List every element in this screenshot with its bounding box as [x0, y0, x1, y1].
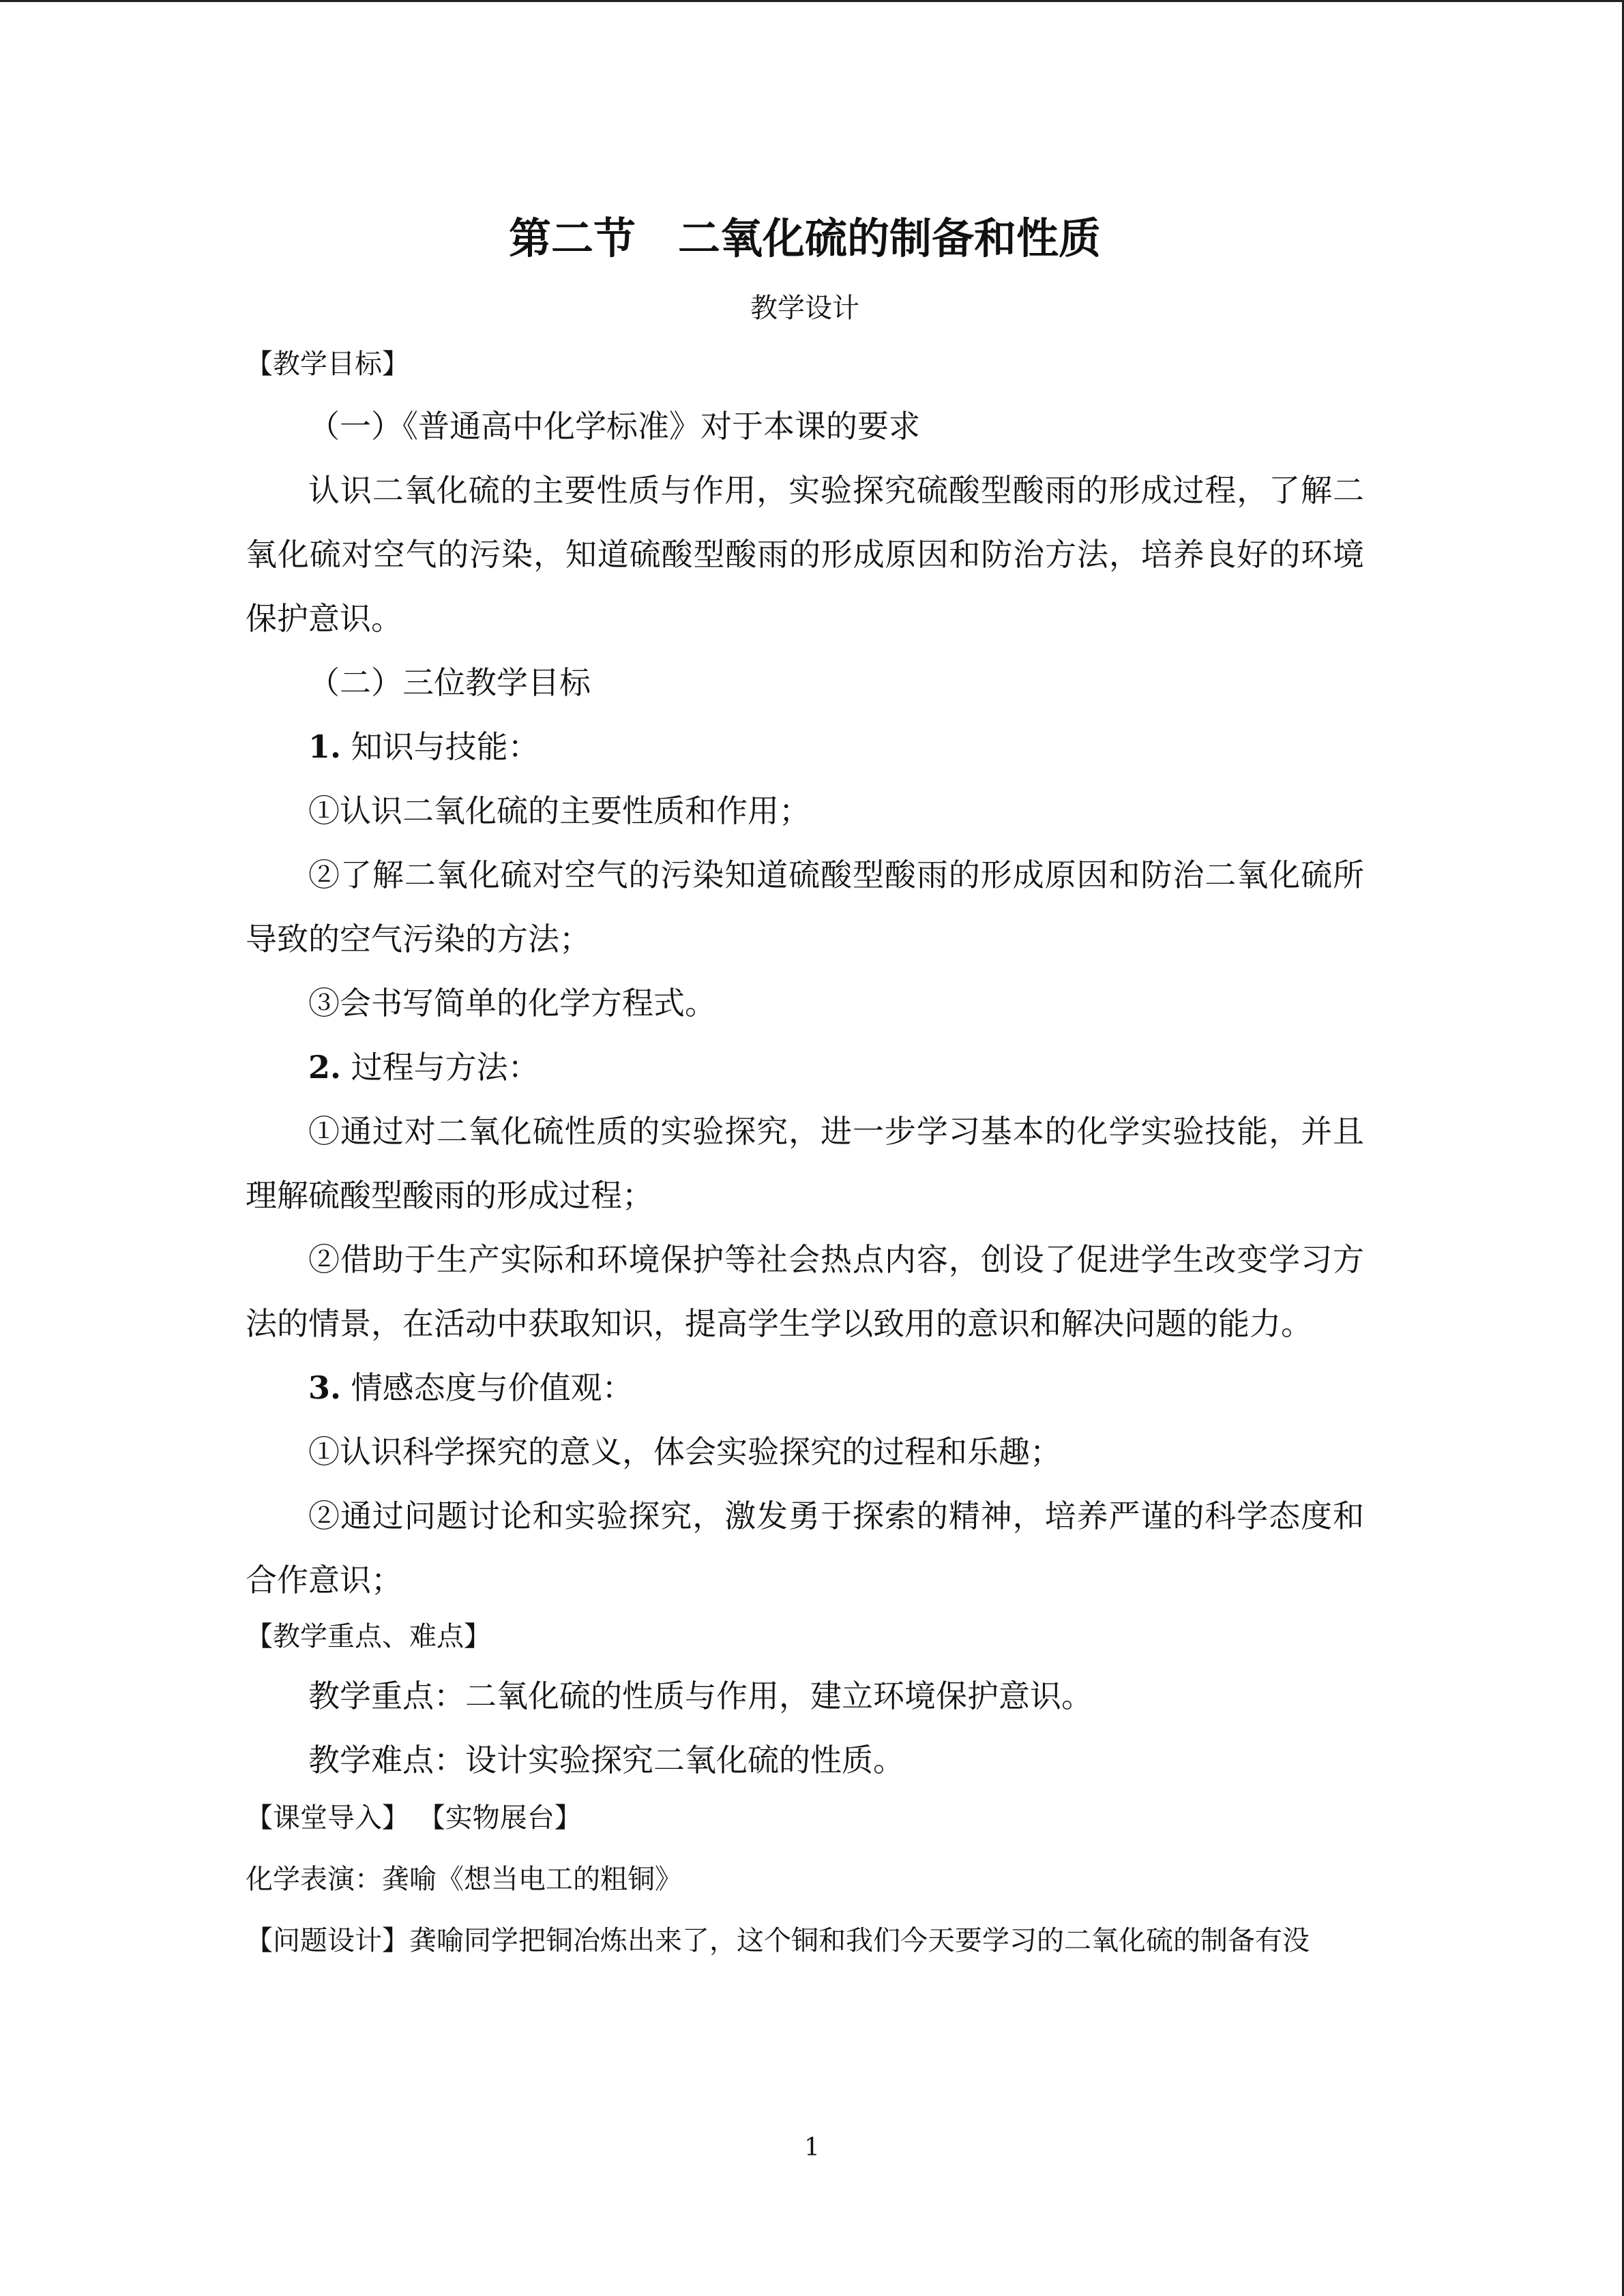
document-subtitle: 教学设计	[750, 293, 859, 324]
process-method-number: 2.	[308, 1049, 342, 1086]
knowledge-item-3: ③会书写简单的化学方程式。	[308, 985, 716, 1022]
standard-heading: （一）《普通高中化学标准》对于本课的要求	[308, 408, 920, 445]
document-title: 第二节 二氧化硫的制备和性质	[508, 213, 1101, 263]
emotion-values-label: 情感态度与价值观：	[341, 1369, 634, 1406]
process-item-2: ②借助于生产实际和环境保护等社会热点内容，创设了促进学生改变学习方法的情景，在活动中获取知识，提高学生学以致用的意识和解决问题的能力。	[246, 1241, 1364, 1342]
knowledge-item-2: ②了解二氧化硫对空气的污染知道硫酸型酸雨的形成原因和防治二氧化硫所导致的空气污染的方法；	[246, 856, 1364, 957]
question-line: 【问题设计】龚喻同学把铜冶炼出来了，这个铜和我们今天要学习的二氧化硫的制备有没	[246, 1925, 1310, 1956]
page-number: 1	[804, 2134, 820, 2162]
goals-heading: 【教学目标】	[246, 348, 409, 380]
emotion-values-number: 3.	[308, 1369, 342, 1406]
difficult-point: 教学难点：设计实验探究二氧化硫的性质。	[308, 1742, 904, 1778]
three-goals-heading: （二）三位教学目标	[308, 664, 591, 701]
knowledge-skills-heading	[246, 715, 1364, 779]
process-method-label: 过程与方法：	[341, 1049, 540, 1086]
process-method-heading	[246, 1035, 1364, 1099]
emotion-item-1: ①认识科学探究的意义，体会实验探究的过程和乐趣；	[308, 1433, 1061, 1470]
intro-heading: 【课堂导入】 【实物展台】	[246, 1802, 582, 1834]
knowledge-skills-label: 知识与技能：	[341, 728, 540, 765]
page-border-top	[0, 0, 1624, 2]
knowledge-item-1: ①认识二氧化硫的主要性质和作用；	[308, 792, 810, 829]
standard-text: 认识二氧化硫的主要性质与作用，实验探究硫酸型酸雨的形成过程，了解二氧化硫对空气的污染，知道硫酸型酸雨的形成原因和防治方法，培养良好的环境保护意识。	[246, 472, 1364, 637]
key-point: 教学重点：二氧化硫的性质与作用，建立环境保护意识。	[308, 1678, 1093, 1714]
knowledge-skills-number: 1.	[308, 728, 342, 765]
process-item-1: ①通过对二氧化硫性质的实验探究，进一步学习基本的化学实验技能，并且理解硫酸型酸雨的形成过程；	[246, 1113, 1364, 1214]
emotion-item-2: ②通过问题讨论和实验探究，激发勇于探索的精神，培养严谨的科学态度和合作意识；	[246, 1497, 1364, 1598]
key-difficult-heading: 【教学重点、难点】	[246, 1621, 491, 1652]
performance-line: 化学表演：龚喻《想当电工的粗铜》	[246, 1864, 682, 1895]
document-body	[246, 205, 1364, 1961]
emotion-values-heading	[246, 1356, 1364, 1420]
